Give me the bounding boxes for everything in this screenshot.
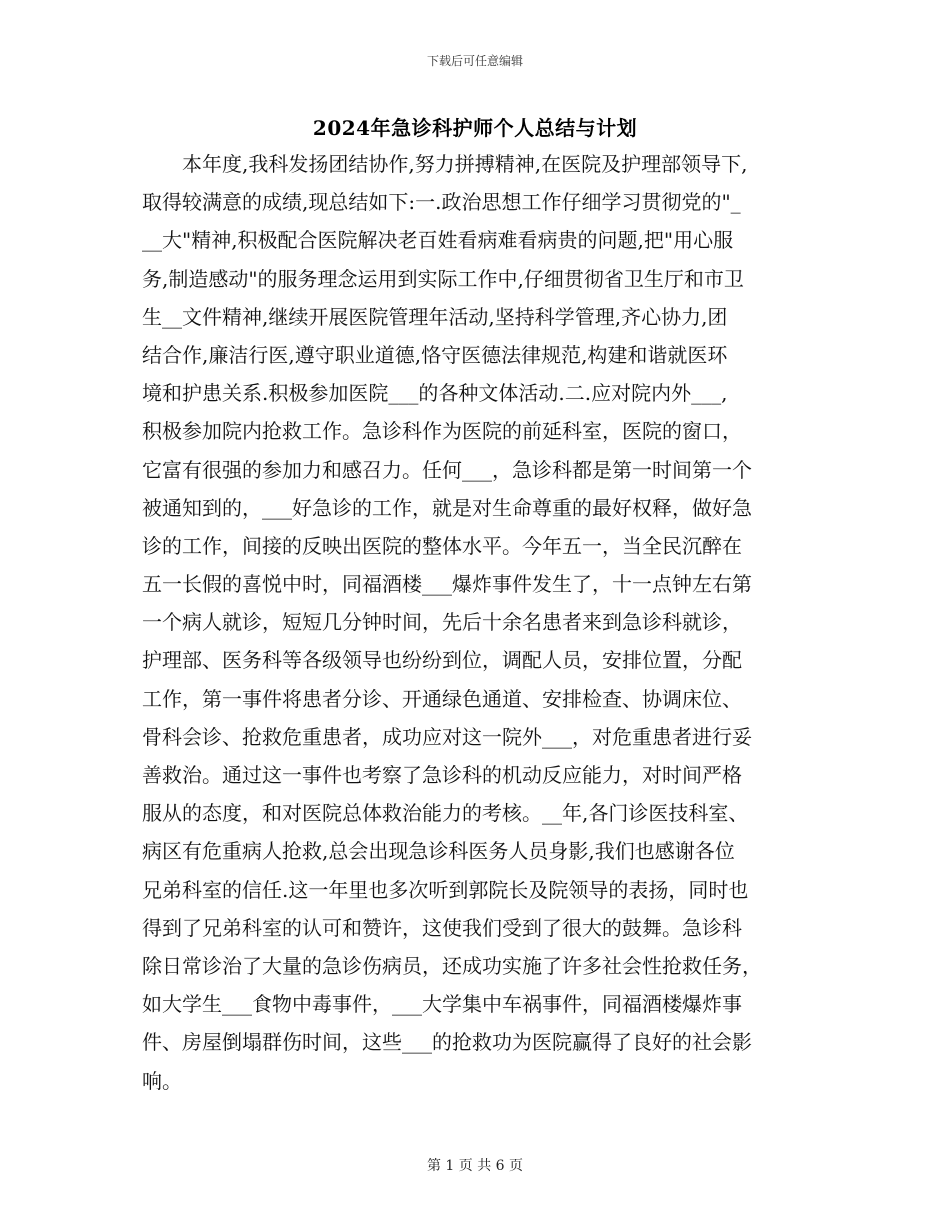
page-header: 下载后可任意编辑 — [426, 54, 523, 68]
body-line: 得到了兄弟科室的认可和赞许，这使我们受到了很大的鼓舞。急诊科 — [142, 915, 742, 940]
document-title: 2024年急诊科护师个人总结与计划 — [312, 116, 638, 140]
body-line: 本年度,我科发扬团结协作,努力拼搏精神,在医院及护理部领导下, — [182, 152, 748, 176]
document-body — [142, 145, 822, 1100]
body-line: 一个病人就诊，短短几分钟时间，先后十余名患者来到急诊科就诊， — [142, 610, 742, 635]
body-line: __大"精神,积极配合医院解决老百姓看病难看病贵的问题,把"用心服 — [142, 228, 734, 253]
body-line: 兄弟科室的信任.这一年里也多次听到郭院长及院领导的表扬，同时也 — [142, 877, 749, 902]
page-number: 第 1 页 共 6 页 — [426, 1158, 524, 1174]
body-line: 除日常诊治了大量的急诊伤病员，还成功实施了许多社会性抢救任务， — [142, 953, 762, 978]
body-line: 务,制造感动"的服务理念运用到实际工作中,仔细贯彻省卫生厅和市卫 — [142, 266, 744, 291]
body-line: 境和护患关系.积极参加医院___的各种文体活动.二.应对院内外___, — [142, 381, 728, 406]
body-line: 病区有危重病人抢救,总会出现急诊科医务人员身影,我们也感谢各位 — [142, 839, 735, 864]
body-line: 响。 — [142, 1068, 182, 1093]
body-line: 工作，第一事件将患者分诊、开通绿色通道、安排检查、协调床位、 — [142, 686, 742, 711]
body-line: 被通知到的，___好急诊的工作，就是对生命尊重的最好权释，做好急 — [142, 495, 752, 520]
body-line: 取得较满意的成绩,现总结如下:一.政治思想工作仔细学习贯彻党的"_ — [142, 190, 741, 215]
body-line: 生__文件精神,继续开展医院管理年活动,坚持科学管理,齐心协力,团 — [142, 304, 728, 329]
body-line: 结合作,廉洁行医,遵守职业道德,恪守医德法律规范,构建和谐就医环 — [142, 342, 728, 367]
body-line: 善救治。通过这一事件也考察了急诊科的机动反应能力，对时间严格 — [142, 763, 742, 787]
body-line: 它富有很强的参加力和感召力。任何___，急诊科都是第一时间第一个 — [142, 457, 752, 482]
body-line: 积极参加院内抢救工作。急诊科作为医院的前延科室，医院的窗口， — [142, 419, 742, 444]
body-line: 诊的工作，间接的反映出医院的整体水平。今年五一，当全民沉醉在 — [142, 533, 742, 558]
body-line: 如大学生___食物中毒事件，___大学集中车祸事件，同福酒楼爆炸事 — [142, 992, 742, 1017]
body-line: 护理部、医务科等各级领导也纷纷到位，调配人员，安排位置，分配 — [142, 648, 742, 673]
body-line: 服从的态度，和对医院总体救治能力的考核。__年,各门诊医技科室、 — [142, 801, 749, 826]
body-line: 五一长假的喜悦中时，同福酒楼___爆炸事件发生了，十一点钟左右第 — [142, 572, 752, 597]
body-line: 骨科会诊、抢救危重患者，成功应对这一院外___，对危重患者进行妥 — [142, 724, 752, 749]
body-line: 件、房屋倒塌群伤时间，这些___的抢救功为医院赢得了良好的社会影 — [142, 1030, 752, 1055]
